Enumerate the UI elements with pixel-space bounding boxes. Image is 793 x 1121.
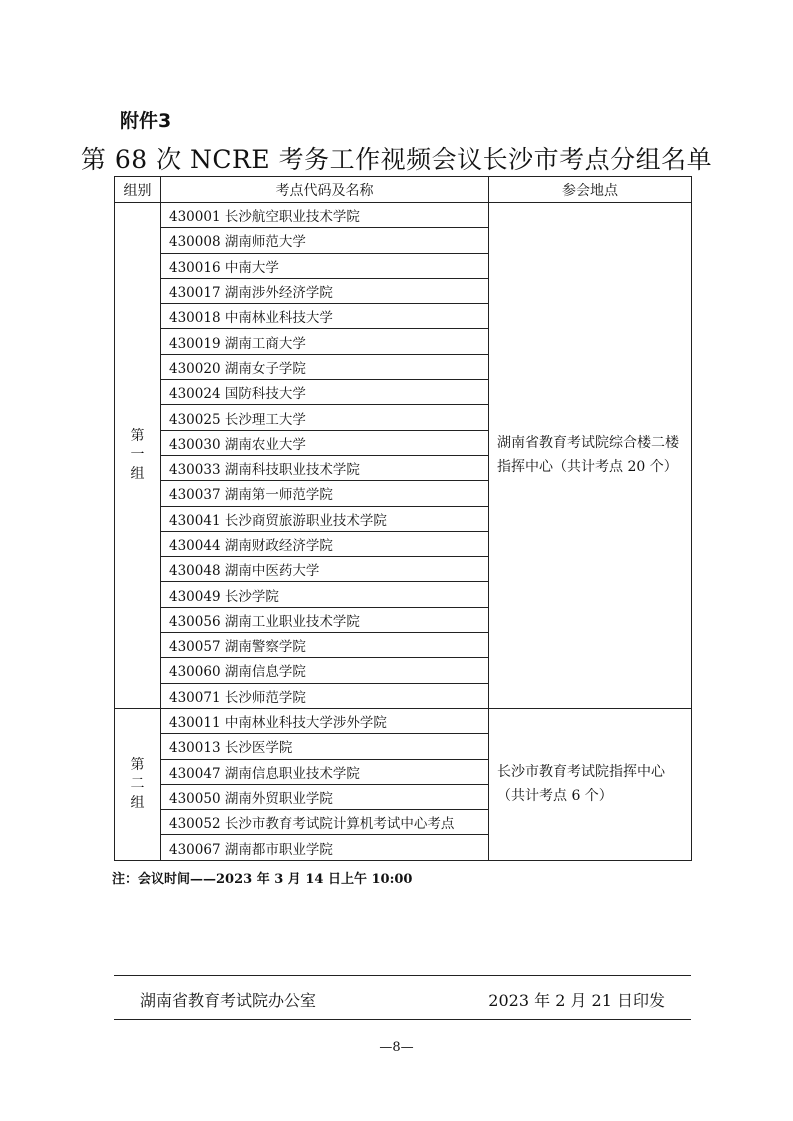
exam-site-cell: 430052 长沙市教育考试院计算机考试中心考点 bbox=[161, 810, 489, 835]
footer-date: 2023 年 2 月 21 日印发 bbox=[488, 991, 665, 1010]
exam-site-cell: 430037 湖南第一师范学院 bbox=[161, 481, 489, 506]
footer-bottom-rule bbox=[114, 1019, 691, 1020]
exam-site-cell: 430013 长沙医学院 bbox=[161, 734, 489, 759]
exam-site-cell: 430049 长沙学院 bbox=[161, 582, 489, 607]
exam-site-cell: 430044 湖南财政经济学院 bbox=[161, 531, 489, 556]
page-number: —8— bbox=[379, 1040, 414, 1055]
meeting-location-cell: 长沙市教育考试院指挥中心（共计考点 6 个） bbox=[489, 708, 692, 860]
page-title: 第 68 次 NCRE 考务工作视频会议长沙市考点分组名单 bbox=[80, 145, 713, 174]
exam-site-cell: 430047 湖南信息职业技术学院 bbox=[161, 759, 489, 784]
exam-site-cell: 430017 湖南涉外经济学院 bbox=[161, 278, 489, 303]
exam-site-cell: 430071 长沙师范学院 bbox=[161, 683, 489, 708]
meeting-time-note: 注：会议时间——2023 年 3 月 14 日上午 10:00 bbox=[112, 872, 413, 887]
exam-site-cell: 430033 湖南科技职业技术学院 bbox=[161, 455, 489, 480]
exam-site-cell: 430020 湖南女子学院 bbox=[161, 354, 489, 379]
group-table bbox=[114, 176, 692, 861]
table-body bbox=[115, 203, 692, 861]
footer-top-rule bbox=[114, 975, 691, 976]
table-row bbox=[115, 203, 692, 228]
table-header-row bbox=[115, 177, 692, 203]
header-location: 参会地点 bbox=[489, 177, 692, 203]
exam-site-cell: 430019 湖南工商大学 bbox=[161, 329, 489, 354]
exam-site-cell: 430057 湖南警察学院 bbox=[161, 633, 489, 658]
exam-site-cell: 430067 湖南都市职业学院 bbox=[161, 835, 489, 860]
exam-site-cell: 430016 中南大学 bbox=[161, 253, 489, 278]
exam-site-cell: 430030 湖南农业大学 bbox=[161, 430, 489, 455]
exam-site-cell: 430048 湖南中医药大学 bbox=[161, 557, 489, 582]
group-name: 第二组 bbox=[130, 756, 145, 811]
header-site: 考点代码及名称 bbox=[161, 177, 489, 203]
group-name-cell bbox=[115, 708, 161, 860]
exam-site-cell: 430025 长沙理工大学 bbox=[161, 405, 489, 430]
exam-site-cell: 430018 中南林业科技大学 bbox=[161, 304, 489, 329]
footer-issuer: 湖南省教育考试院办公室 bbox=[140, 991, 317, 1010]
header-group: 组别 bbox=[115, 177, 161, 203]
exam-site-cell: 430060 湖南信息学院 bbox=[161, 658, 489, 683]
exam-site-cell: 430041 长沙商贸旅游职业技术学院 bbox=[161, 506, 489, 531]
exam-site-cell: 430024 国防科技大学 bbox=[161, 380, 489, 405]
table-row bbox=[115, 708, 692, 733]
exam-site-cell: 430011 中南林业科技大学涉外学院 bbox=[161, 708, 489, 733]
meeting-location-cell: 湖南省教育考试院综合楼二楼指挥中心（共计考点 20 个） bbox=[489, 203, 692, 709]
exam-site-cell: 430001 长沙航空职业技术学院 bbox=[161, 203, 489, 228]
attachment-label: 附件3 bbox=[120, 110, 172, 132]
group-name-cell bbox=[115, 203, 161, 709]
exam-site-cell: 430056 湖南工业职业技术学院 bbox=[161, 607, 489, 632]
exam-site-cell: 430050 湖南外贸职业学院 bbox=[161, 784, 489, 809]
exam-site-cell: 430008 湖南师范大学 bbox=[161, 228, 489, 253]
group-name: 第一组 bbox=[130, 427, 145, 482]
